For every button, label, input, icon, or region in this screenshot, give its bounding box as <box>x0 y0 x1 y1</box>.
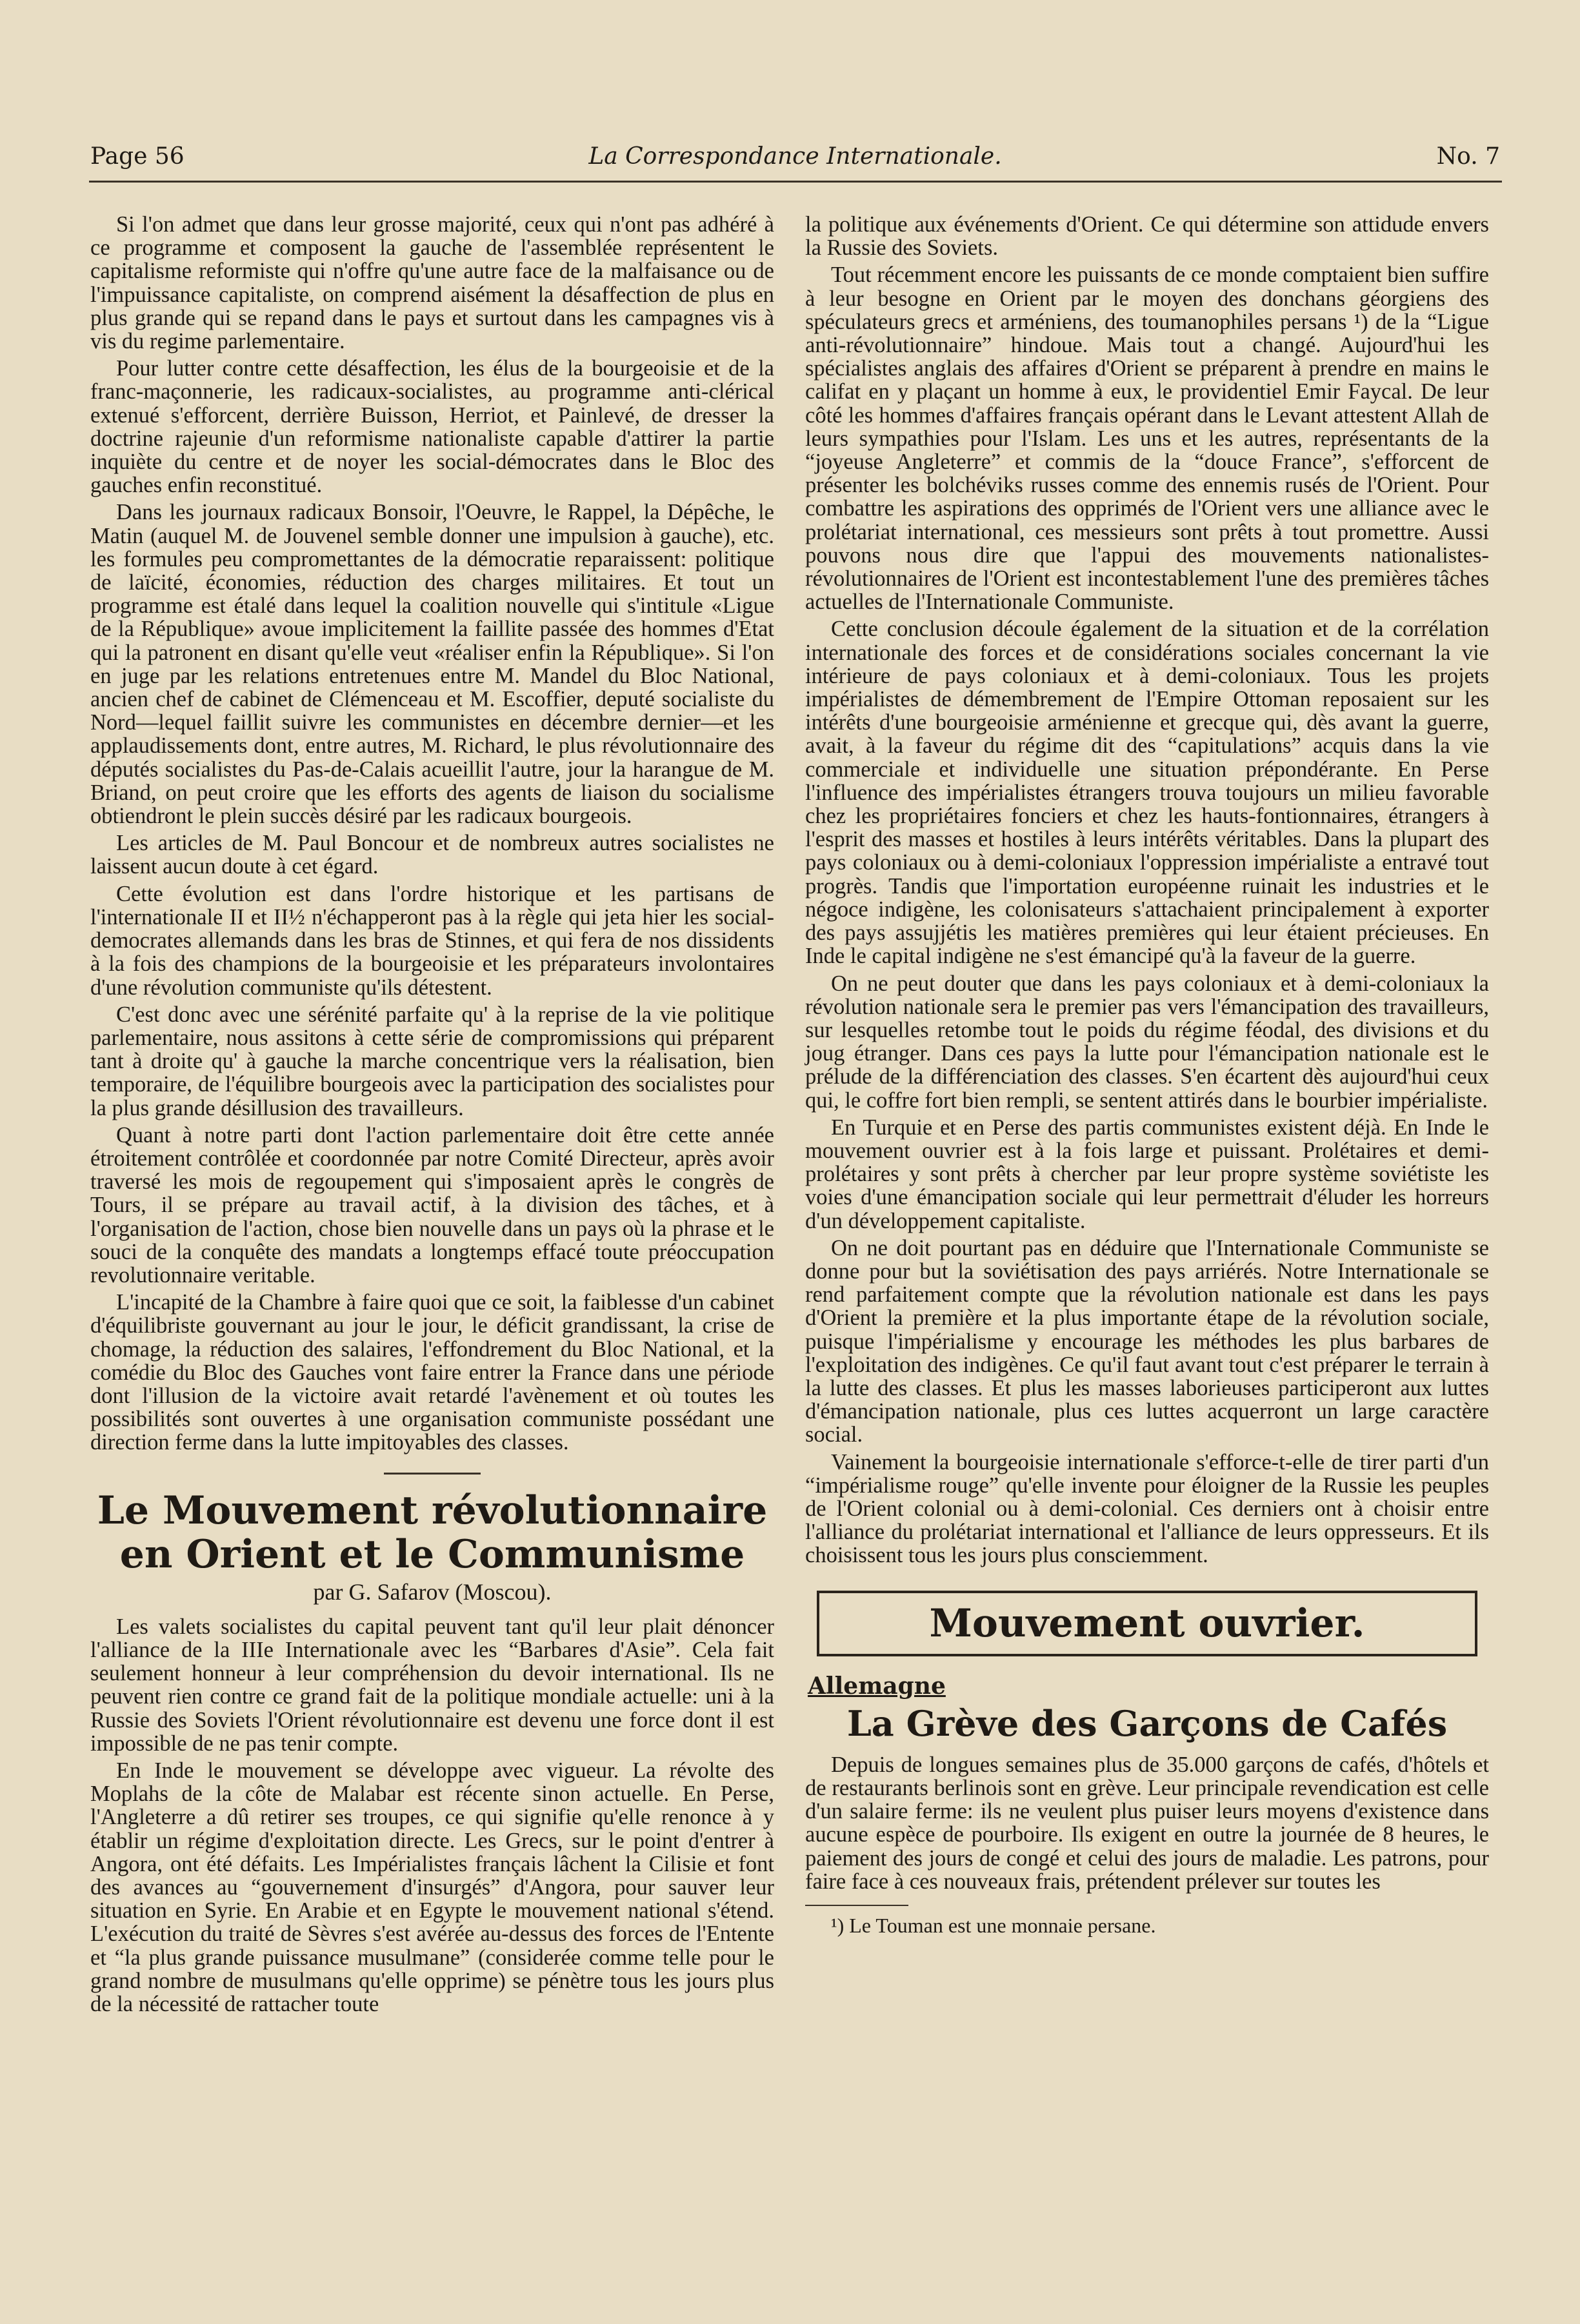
section-title: Mouvement ouvrier. <box>929 1600 1365 1646</box>
paragraph: Depuis de longues semaines plus de 35.000 garçons de cafés, d'hôtels et de restaurants berlinois sont en grève. Leur principale revendication est celle d'un salaire ferme: ils ne veulent plus puiser leurs moyens d'existence dans aucune espèce de pourboire. Ils exigent en outre la journée de 8 heures, le paiement des jours de congé et celui des jours de maladie. Les patrons, pour faire face à ces nouveaux frais, prétendent prélever sur toutes les <box>805 1752 1489 1894</box>
header-rule <box>89 181 1502 183</box>
paragraph: Tout récemment encore les puissants de ce monde comptaient bien suffire à leur besogne en Orient par le moyen des donchans géorgiens des spéculateurs grecs et arméniens, des toumanophiles persans ¹) de la “Ligue anti-révolutionnaire” hindoue. Mais tout a changé. Aujourd'hui les spécialistes anglais des affaires d'Orient se préparent à prendre en mains le califat en y plaçant un homme à eux, le providentiel Emir Faycal. De leur côté les hommes d'affaires français opérant dans le Levant attestent Allah de leurs sympathies pour l'Islam. Les uns et les autres, représentants de la “joyeuse Angleterre” et commis de la “douce France”, s'efforcent de présenter les bolchéviks russes comme des ennemis rusés de l'Orient. Pour combattre les aspirations des opprimés de l'Orient vers une alliance avec le prolétariat international, ces messieurs sont prêts à tout promettre. Aussi pouvons nous dire que l'appui des mouvements nationalistes-révolutionnaires de l'Orient est incontestablement l'une des premières tâches actuelles de l'Internationale Communiste. <box>805 263 1489 615</box>
publication-title: La Correspondance Internationale. <box>588 143 1002 170</box>
paragraph: Dans les journaux radicaux Bonsoir, l'Oeuvre, le Rappel, la Dépêche, le Matin (auquel M. de Jouvenel semble donner une impulsion à gauche), etc. les formules peu compromettantes de la démocratie reparaissent: politique de laïcité, économies, réduction des charges militaires. Et tout un programme est étalé dans lequel la coalition nouvelle qui s'intitule «Ligue de la République» avoue implicitement la faillite passée des hommes d'Etat qui la patronent en disant qu'elle veut «réaliser enfin la République». Si l'on en juge par les relations entretenues entre M. Mandel du Bloc National, ancien chef de cabinet de Clémenceau et M. Escoffier, deputé socialiste du Nord—lequel faillit suivre les communistes en décembre dernier—et les applaudissements dont, entre autres, M. Richard, le plus révolutionnaire des députés socialistes du Pas-de-Calais acueillit l'autre, jour la harangue de M. Briand, on peut croire que les efforts des agents de liaison du socialisme obtiendront le plein succès désiré par les radicaux bourgeois. <box>90 500 774 829</box>
paragraph: Vainement la bourgeoisie internationale s'efforce-t-elle de tirer parti d'un “impérialisme rouge” qu'elle invente pour éloigner de la Russie les peuples de l'Orient colonial ou à demi-colonial. Ces derniers ont à choisir entre l'alliance du prolétariat international et l'alliance de leurs oppresseurs. Et ils choisissent tous les jours plus consciemment. <box>805 1449 1489 1568</box>
paragraph: Quant à notre parti dont l'action parlementaire doit être cette année étroitement contrôlée et coordonnée par notre Comité Directeur, après avoir traversé les mois de regoupement qui s'imposaient après le congrès de Tours, il se prépare au travail actif, à la division des tâches, et à l'organisation de l'action, chose bien nouvelle dans un pays où la phrase et le souci de la conquête des mandats a longtemps effacé toute préoccupation revolutionnaire veritable. <box>90 1122 774 1287</box>
paragraph: Les articles de M. Paul Boncour et de nombreux autres socialistes ne laissent aucun doute à cet égard. <box>90 831 774 879</box>
paragraph: la politique aux événements d'Orient. Ce qui détermine son attidude envers la Russie des Soviets. <box>805 212 1489 261</box>
right-column <box>805 213 1489 1941</box>
paragraph: En Inde le mouvement se développe avec vigueur. La révolte des Moplahs de la côte de Malabar est récente sinon actuelle. En Perse, l'Angleterre a dû retirer ses troupes, ce qui signifie qu'elle renonce à y établir un régime d'exploitation directe. Les Grecs, sur le point d'entrer à Angora, ont été défaits. Les Impérialistes français lâchent la Cilisie et font des avances au “gouvernement d'insurgés” d'Angora, pour sauver leur situation en Syrie. En Arabie et en Egypte le mouvement national s'étend. L'exécution du traité de Sèvres s'est avérée au-dessus des forces de l'Entente et “la plus grande puissance musulmane” (considerée comme telle pour le grand nombre de musulmans qu'elle opprime) se pénètre tous les jours plus de la nécessité de rattacher toute <box>90 1758 774 2017</box>
paragraph: C'est donc avec une sérénité parfaite qu' à la reprise de la vie politique parlementaire, nous assitons à cette série de compromissions qui préparent tant à droite qu' à gauche la marche concentrique vers la réalisation, bien temporaire, de l'équilibre bourgeois avec la participation des socialistes pour la plus grande désillusion des travailleurs. <box>90 1002 774 1120</box>
footnote-rule <box>805 1905 908 1906</box>
left-column <box>90 213 774 2020</box>
page-number: Page 56 <box>90 143 185 170</box>
paragraph: On ne peut douter que dans les pays coloniaux et à demi-coloniaux la révolution nationale sera le premier pas vers l'émancipation des travailleurs, sur lesquelles retombe tout le poids du régime féodal, des divisions et du joug étranger. Dans ces pays la lutte pour l'émancipation nationale est le prélude de la différenciation des classes. S'en écartent dès aujourd'hui ceux qui, le coffre fort bien rempli, se sentent attirés dans le bourbier impérialiste. <box>805 971 1489 1113</box>
paragraph: Les valets socialistes du capital peuvent tant qu'il leur plait dénoncer l'alliance de la IIIe Internationale avec les “Barbares d'Asie”. Cela fait seulement honneur à leur compréhension du devoir international. Ils ne peuvent rien contre ce grand fait de la politique mondiale actuelle: uni à la Russie des Soviets l'Orient révolutionnaire est devenu une force dont il est impossible de ne pas tenir compte. <box>90 1614 774 1756</box>
running-header <box>90 143 1500 175</box>
paragraph: On ne doit pourtant pas en déduire que l'Internationale Communiste se donne pour but la soviétisation des pays arriérés. Notre Internationale se rend parfaitement compte que la révolution nationale est dans les pays d'Orient la première et la plus importante étape de la révolution sociale, puisque l'impérialisme y encourage les méthodes les plus barbares de l'exploitation des indigènes. Ce qu'il faut avant tout c'est préparer le terrain à la lutte des classes. Et plus les masses laborieuses participeront aux luttes d'émancipation nationale, plus ces luttes acquerront un large caractère social. <box>805 1235 1489 1447</box>
footnote: ¹) Le Touman est une monnaie persane. <box>831 1914 1156 1937</box>
paragraph: L'incapité de la Chambre à faire quoi que ce soit, la faiblesse d'un cabinet d'équilibriste gouvernant au jour le jour, le déficit grandissant, la crise de chomage, la réduction des salaires, l'effondrement du Bloc National, et la comédie du Bloc des Gauches vont faire entrer la France dans une période dont l'illusion de la victoire avait retardé l'avènement et où toutes les possibilités sont ouvertes à une organisation communiste possédant une direction ferme dans la lutte impitoyables des classes. <box>90 1290 774 1455</box>
issue-number: No. 7 <box>1436 143 1500 170</box>
country-heading: Allemagne <box>808 1672 946 1700</box>
article-byline: par G. Safarov (Moscou). <box>313 1578 552 1605</box>
paragraph: En Turquie et en Perse des partis communistes existent déjà. En Inde le mouvement ouvrier est à la fois large et puissant. Prolétaires et demi-prolétaires y sont prêts à chercher par leur propre système soviétiste les voies d'une émancipation sociale qui leur permettrait d'éluder les horreurs d'un développement capitaliste. <box>805 1115 1489 1233</box>
article-headline: Le Mouvement révolutionnaire en Orient et le Communisme <box>97 1487 768 1577</box>
paragraph: Pour lutter contre cette désaffection, les élus de la bourgeoisie et de la franc-maçonnerie, les radicaux-socialistes, au programme anti-clérical extenué s'efforcent, derrière Buisson, Herriot, et Painlevé, de dresser la doctrine rajeunie d'un reformisme nationaliste capable d'attirer la partie inquiète du centre et de noyer les social-démocrates dans le Bloc des gauches enfin reconstitué. <box>90 356 774 498</box>
article-separator <box>384 1473 481 1475</box>
paragraph: Cette évolution est dans l'ordre historique et les partisans de l'internationale II et II½ n'échapperont pas à la règle qui jeta hier les social-democrates allemands dans les bras de Stinnes, et qui fera de nos dissidents à la fois des champions de la bourgeoisie et les préparateurs involontaires d'une révolution communiste qu'ils détestent. <box>90 881 774 1000</box>
paragraph: Si l'on admet que dans leur grosse majorité, ceux qui n'ont pas adhéré à ce programme et composent la gauche de l'assemblée représentent le capitalisme reformiste qui n'offre qu'une autre face de la malfaisance ou de l'impuissance capitaliste, on comprend aisément la désaffection de plus en plus grande qui se repand dans le pays et surtout dans les campagnes vis à vis du regime parlementaire. <box>90 212 774 354</box>
paragraph: Cette conclusion découle également de la situation et de la corrélation internationale des forces et de considérations sociales concernant la vie intérieure de pays coloniaux et à demi-coloniaux. Tous les projets impérialistes de démembrement de l'Empire Ottoman reposaient sur les intérêts d'une bourgeoisie arménienne et grecque qui, dès avant la guerre, avait, à la faveur du régime dit des “capitulations” acquis dans la vie commerciale et individuelle une situation prépondérante. En Perse l'influence des impérialistes étrangers trouva toujours un milieu favorable chez les propriétaires fonciers et chez les hauts-fontionnaires, étrangers à l'esprit des masses et hostiles à leurs intérêts véritables. Dans la plupart des pays coloniaux ou à demi-coloniaux l'oppression impérialiste a entravé tout progrès. Tandis que l'importation européenne ruinait les industries et le négoce indigène, les colonisateurs s'attachaient principalement à exporter des pays assujjétis les matières premières qui leur étaient précieuses. En Inde le capital indigène ne s'est émancipé qu'à la faveur de la guerre. <box>805 617 1489 969</box>
section-title-box <box>817 1591 1477 1656</box>
article-subheadline: La Grève des Garçons de Cafés <box>846 1702 1448 1744</box>
